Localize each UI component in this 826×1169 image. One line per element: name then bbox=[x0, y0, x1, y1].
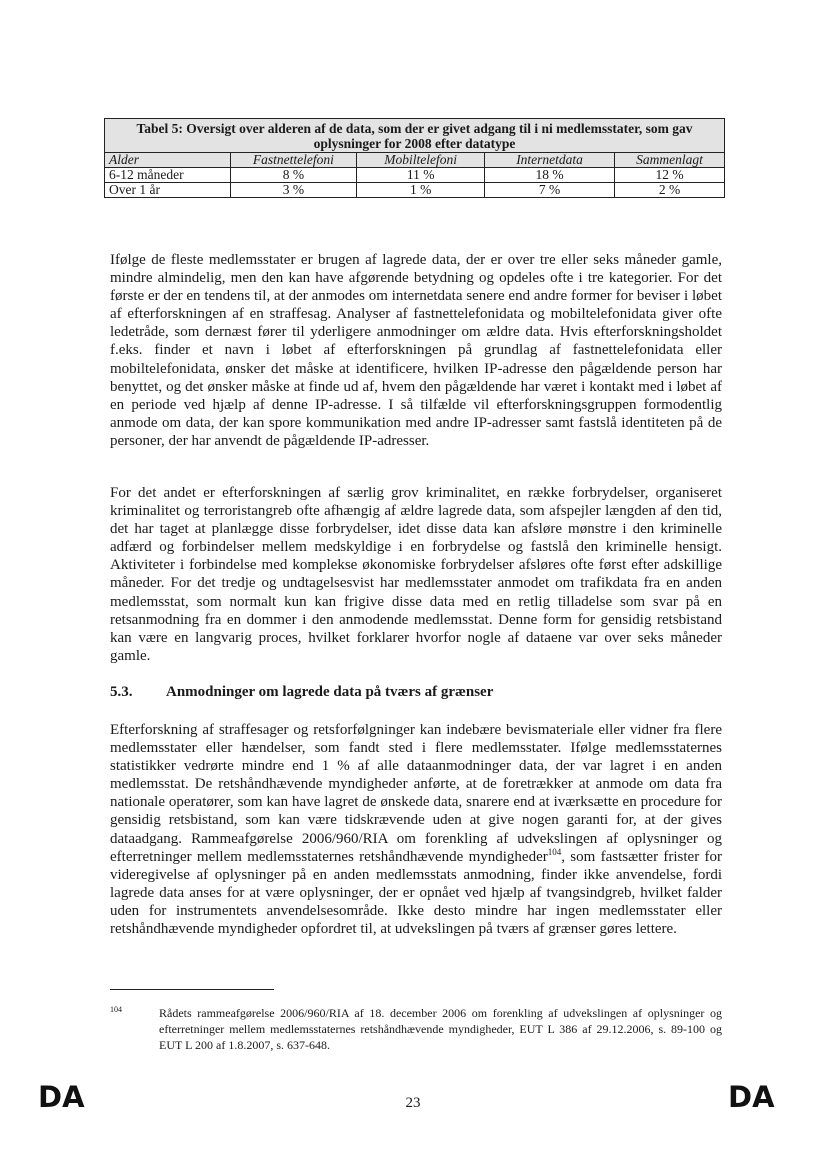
body-paragraph-1: Ifølge de fleste medlemsstater er brugen af lagrede data, der er over tre eller seks måneder gamle, mindre almindelig, men den kan have afgørende betydning og opdeles ofte i tre kategorier. For det første er der en tendens til, at der anmodes om internetdata senere end andre former for beviser i løbet af efterforskningen af en straffesag. Analyser af fastnettelefonidata og mobiltelefonidata giver ofte ledetråde, som dernæst fører til yderligere anmodninger om ældre data. Hvis efterforskningsholdet f.eks. finder et navn i løbet af efterforskningen på grundlag af fastnettelefonidata eller mobiltelefonidata, ønsker det måske at identificere, hvilken IP-adresse den pågældende person har benyttet, og det ønsker måske at finde ud af, hvem den pågældende har været i kontakt med i løbet af en periode ved hjælp af denne IP-adresse. I så tilfælde vil efterforskningsgruppen formodentlig anmode om data, der kan spore kommunikation med andre IP-adresser samt fastslå identiteten på de personer, der har anvendt de pågældende IP-adresser. bbox=[110, 252, 722, 449]
body-paragraph-2: For det andet er efterforskningen af særlig grov kriminalitet, en række forbrydelser, organiseret kriminalitet og terroristangreb ofte afhængig af ældre lagrede data, som afspejler længden af den tid, det har taget at planlægge disse forbrydelser, idet disse data kan afsløre mønstre i den kriminelle adfærd og forbindelser mellem medskyldige i en forbrydelse og fastslå den kriminelle hensigt. Aktiviteter i forbindelse med komplekse økonomiske forbrydelser afsløres ofte først efter adskillige måneder. For det tredje og undtagelsesvist har medlemsstater anmodet om trafikdata fra en anden medlemsstat, som normalt kun kan frigive disse data med en retlig tilladelse som svar på en retsanmodning fra en dommer i den anmodende medlemsstat. Denne form for gensidig retsbistand kan være en langvarig proces, hvilket forklarer hvorfor nogle af dataene var over seks måneder gamle. bbox=[110, 485, 722, 664]
footnote-text: Rådets rammeafgørelse 2006/960/RIA af 18. december 2006 om forenkling af udvekslingen af oplysninger og efterretninger mellem medlemsstaternes retshåndhævende myndigheder, EUT L 386 af 29.12.2006, s. 89-100 og EUT L 200 af 1.8.2007, s. 637-648. bbox=[159, 1006, 722, 1052]
table-cell: 7 % bbox=[485, 183, 615, 198]
table-cell: 1 % bbox=[357, 183, 485, 198]
section-heading bbox=[110, 684, 493, 701]
section-title: Anmodninger om lagrede data på tværs af grænser bbox=[166, 684, 494, 700]
table-cell: 8 % bbox=[230, 168, 357, 183]
table-cell: 12 % bbox=[615, 168, 725, 183]
table-caption: Tabel 5: Oversigt over alderen af de data, som der er givet adgang til i ni medlemsstater, som gav oplysninger for 2008 efter datatype bbox=[105, 119, 725, 153]
paragraph-3-end: , som fastsætter frister for videregivelse af oplysninger på en anden medlemsstats anmodning, finder ikke anvendelse, fordi lagrede data anses for at være oplysninger, der er opnået ved hjælp af tvangsindgreb, hvilket falder uden for instrumentets anvendelsesområde. Ikke desto mindre har ingen medlemsstater eller retshåndhævende myndigheder opfordret til, at udvekslingen på tværs af grænser gøres lettere. bbox=[110, 848, 722, 938]
table-cell: 6-12 måneder bbox=[105, 168, 231, 183]
column-header-internet: Internetdata bbox=[485, 153, 615, 168]
table-row bbox=[105, 168, 725, 183]
column-header-mobile: Mobiltelefoni bbox=[357, 153, 485, 168]
table-row bbox=[105, 183, 725, 198]
table-cell: 2 % bbox=[615, 183, 725, 198]
table-cell: 18 % bbox=[485, 168, 615, 183]
age-table bbox=[104, 118, 725, 198]
column-header-age: Alder bbox=[105, 153, 231, 168]
language-code-left: DA bbox=[38, 1080, 85, 1114]
table-header-row bbox=[105, 153, 725, 168]
footnote-separator bbox=[110, 989, 274, 990]
table-cell: 11 % bbox=[357, 168, 485, 183]
page-number: 23 bbox=[405, 1095, 421, 1111]
footnote-reference[interactable]: 104 bbox=[547, 846, 562, 857]
paragraph-3-start: Efterforskning af straffesager og retsforfølgninger kan indebære bevismateriale eller vidner fra flere medlemsstater eller hændelser, som fandt sted i flere medlemsstater. Ifølge medlemsstaternes statistikker vedrørte mindre end 1 % af alle dataanmodninger data, der var lagret i en anden medlemsstat. De retshåndhævende myndigheder anførte, at de foretrækker at anmode om data fra nationale operatører, som kan have lagret de ønskede data, snarere end at iværksætte en procedure for gensidig retsbistand, som kan være tidskrævende uden at give nogen garanti for, at der gives dataadgang. Rammeafgørelse 2006/960/RIA om forenkling af udvekslingen af oplysninger og efterretninger mellem medlemsstaternes retshåndhævende myndigheder bbox=[110, 722, 722, 865]
table-cell: Over 1 år bbox=[105, 183, 231, 198]
footnote-number: 104 bbox=[110, 1005, 122, 1014]
language-code-right: DA bbox=[728, 1080, 775, 1114]
body-paragraph-3 bbox=[110, 721, 722, 938]
column-header-total: Sammenlagt bbox=[615, 153, 725, 168]
column-header-landline: Fastnettelefoni bbox=[230, 153, 357, 168]
section-number: 5.3. bbox=[110, 684, 133, 700]
age-table-grid bbox=[104, 118, 725, 198]
table-cell: 3 % bbox=[230, 183, 357, 198]
